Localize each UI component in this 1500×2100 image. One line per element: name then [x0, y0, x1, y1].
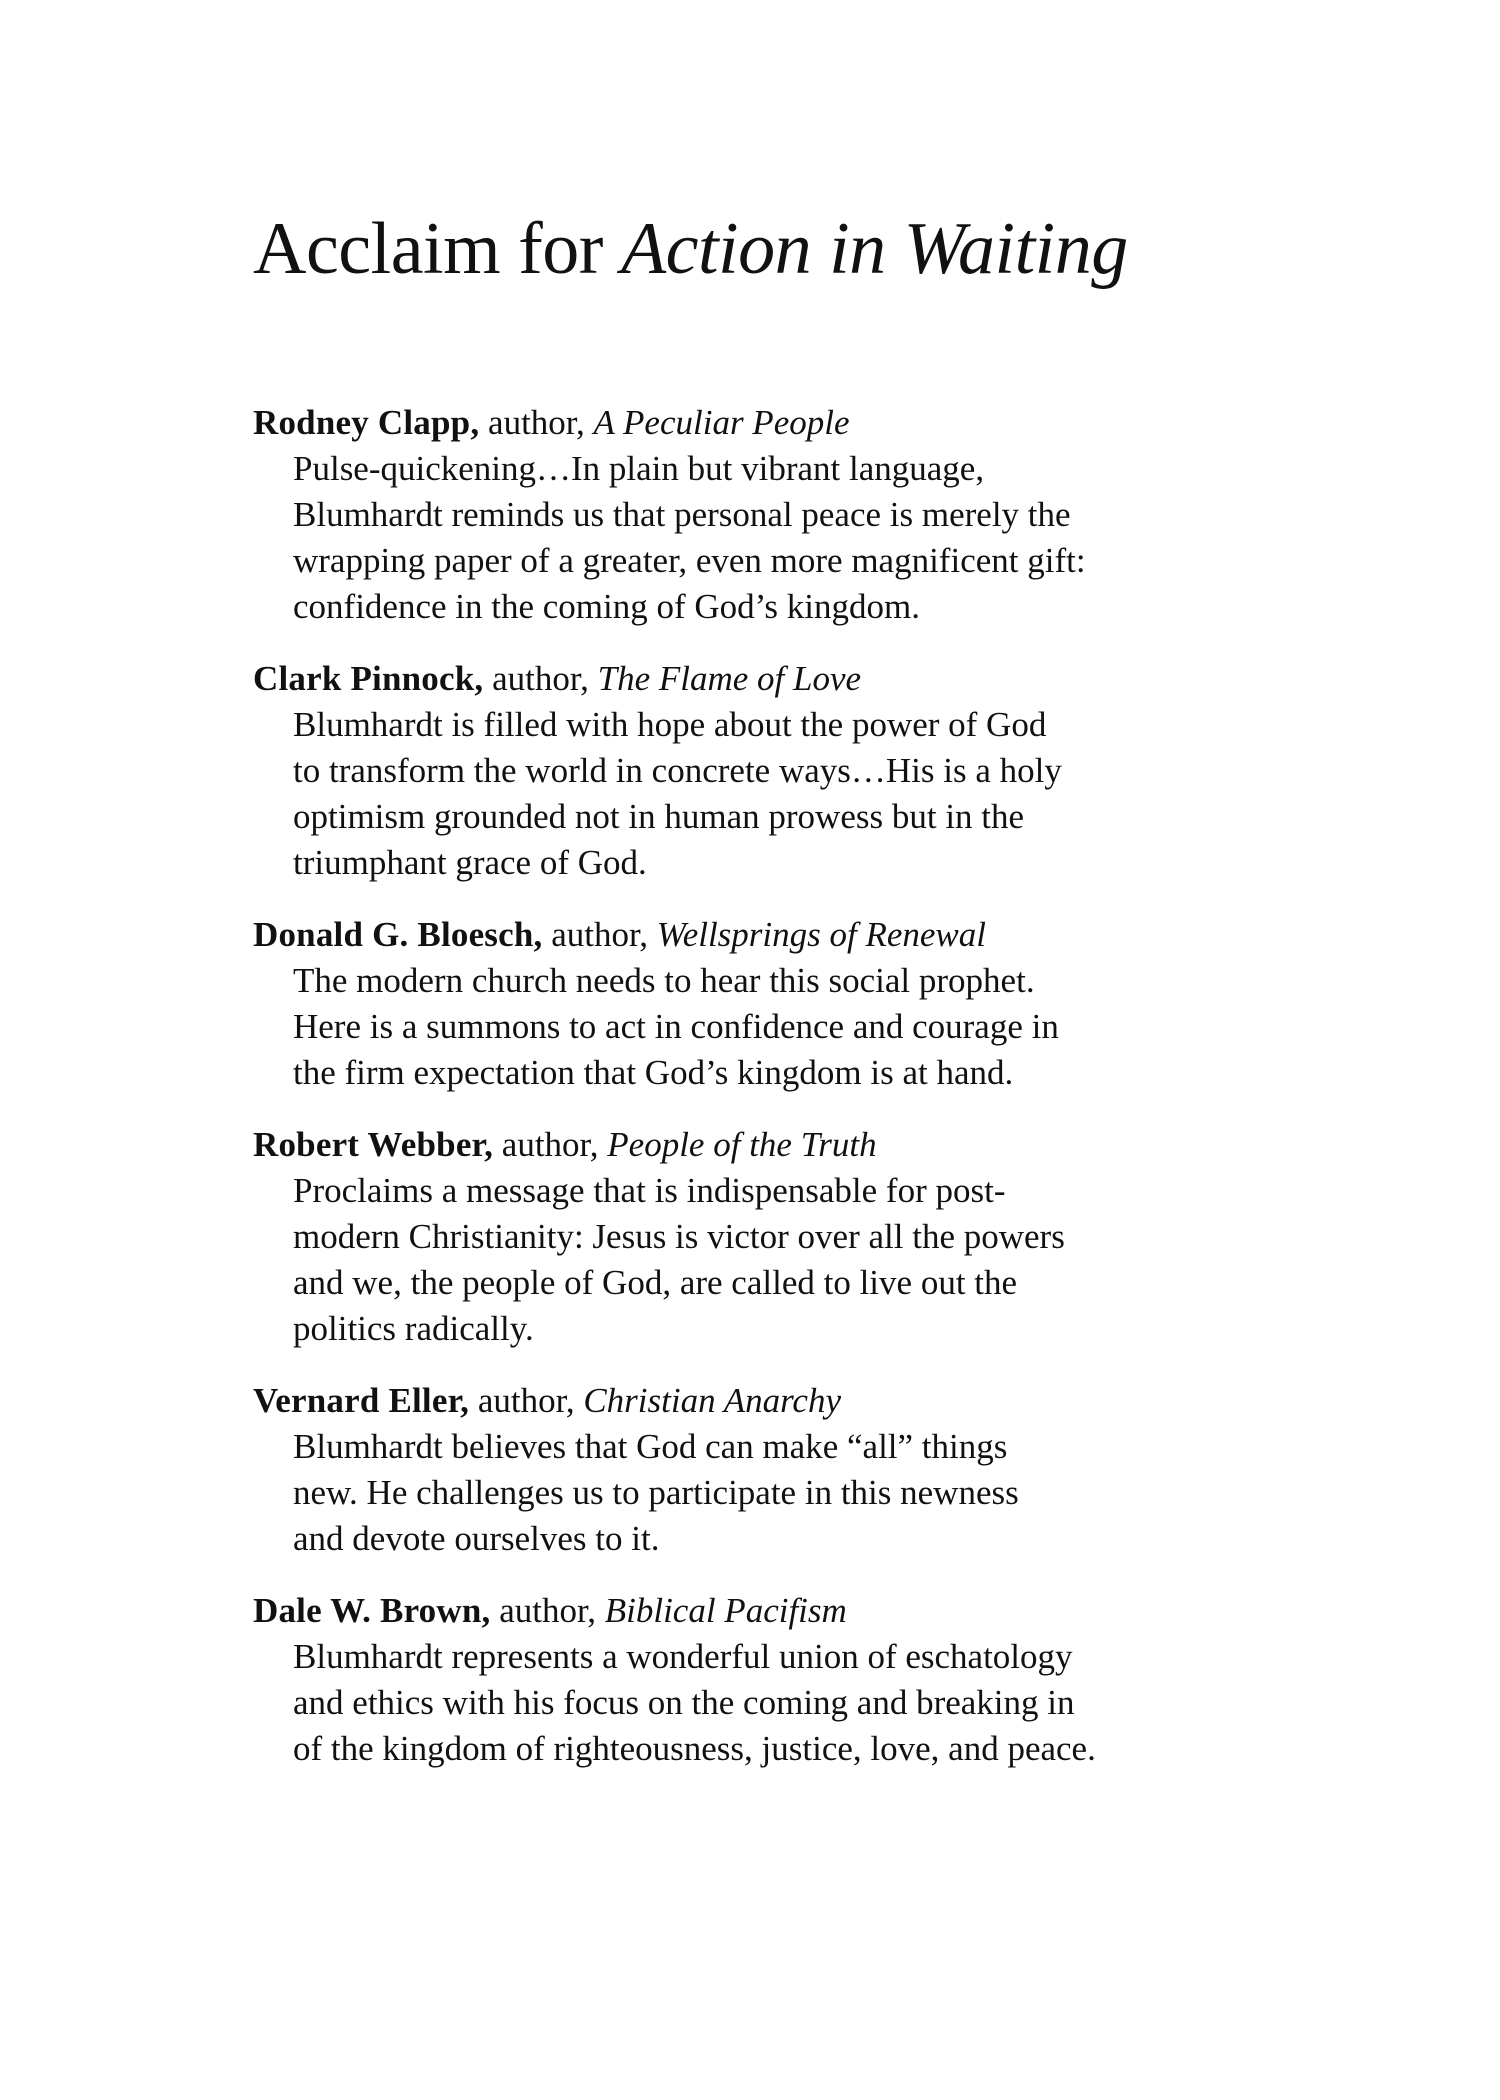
quote-line: modern Christianity: Jesus is victor over all the powers [293, 1217, 1065, 1256]
reviewer-name: Clark Pinnock, [253, 659, 484, 698]
quote-line: Proclaims a message that is indispensable for post- [293, 1171, 1006, 1210]
reviewer-name: Donald G. Bloesch, [253, 915, 543, 954]
quote-line: Blumhardt is filled with hope about the power of God [293, 705, 1047, 744]
entry-heading [253, 1378, 1253, 1424]
acclaim-list [253, 400, 1253, 1798]
quote-line: Blumhardt represents a wonderful union of eschatology [293, 1637, 1073, 1676]
quote-text [253, 1168, 1253, 1352]
reviewer-role: author, [483, 659, 598, 698]
quote-text [253, 702, 1253, 886]
quote-text [253, 1634, 1253, 1772]
quote-line: politics radically. [293, 1309, 534, 1348]
entry-heading [253, 400, 1253, 446]
quote-line: the firm expectation that God’s kingdom is at hand. [293, 1053, 1014, 1092]
page-title [253, 208, 1128, 290]
quote-line: wrapping paper of a greater, even more magnificent gift: [293, 541, 1086, 580]
entry-heading [253, 656, 1253, 702]
reviewer-book: Wellsprings of Renewal [656, 915, 987, 954]
reviewer-name: Dale W. Brown, [253, 1591, 491, 1630]
reviewer-name: Vernard Eller, [253, 1381, 470, 1420]
entry-heading [253, 1122, 1253, 1168]
reviewer-role: author, [490, 1591, 605, 1630]
quote-line: and ethics with his focus on the coming and breaking in [293, 1683, 1075, 1722]
acclaim-entry [253, 1588, 1253, 1772]
reviewer-book: Biblical Pacifism [604, 1591, 847, 1630]
quote-line: and devote ourselves to it. [293, 1519, 660, 1558]
quote-line: The modern church needs to hear this social prophet. [293, 961, 1035, 1000]
quote-line: optimism grounded not in human prowess but in the [293, 797, 1025, 836]
quote-text [253, 446, 1253, 630]
acclaim-entry [253, 400, 1253, 630]
quote-line: Here is a summons to act in confidence and courage in [293, 1007, 1059, 1046]
reviewer-book: The Flame of Love [597, 659, 862, 698]
quote-line: Blumhardt believes that God can make “all” things [293, 1427, 1008, 1466]
entry-heading [253, 1588, 1253, 1634]
quote-line: Blumhardt reminds us that personal peace is merely the [293, 495, 1071, 534]
quote-text [253, 958, 1253, 1096]
quote-line: confidence in the coming of God’s kingdom. [293, 587, 920, 626]
reviewer-book: People of the Truth [607, 1125, 877, 1164]
acclaim-entry [253, 1378, 1253, 1562]
reviewer-role: author, [542, 915, 657, 954]
reviewer-book: Christian Anarchy [583, 1381, 841, 1420]
acclaim-entry [253, 1122, 1253, 1352]
quote-line: of the kingdom of righteousness, justice, love, and peace. [293, 1729, 1096, 1768]
reviewer-role: author, [493, 1125, 608, 1164]
acclaim-entry [253, 912, 1253, 1096]
title-prefix: Acclaim for [253, 208, 621, 290]
reviewer-name: Robert Webber, [253, 1125, 494, 1164]
quote-line: and we, the people of God, are called to live out the [293, 1263, 1018, 1302]
quote-line: to transform the world in concrete ways…His is a holy [293, 751, 1062, 790]
quote-line: triumphant grace of God. [293, 843, 647, 882]
reviewer-role: author, [469, 1381, 584, 1420]
reviewer-role: author, [479, 403, 594, 442]
title-book: Action in Waiting [620, 208, 1128, 290]
acclaim-entry [253, 656, 1253, 886]
reviewer-name: Rodney Clapp, [253, 403, 480, 442]
quote-line: Pulse-quickening…In plain but vibrant language, [293, 449, 985, 488]
quote-text [253, 1424, 1253, 1562]
entry-heading [253, 912, 1253, 958]
quote-line: new. He challenges us to participate in this newness [293, 1473, 1019, 1512]
reviewer-book: A Peculiar People [593, 403, 850, 442]
